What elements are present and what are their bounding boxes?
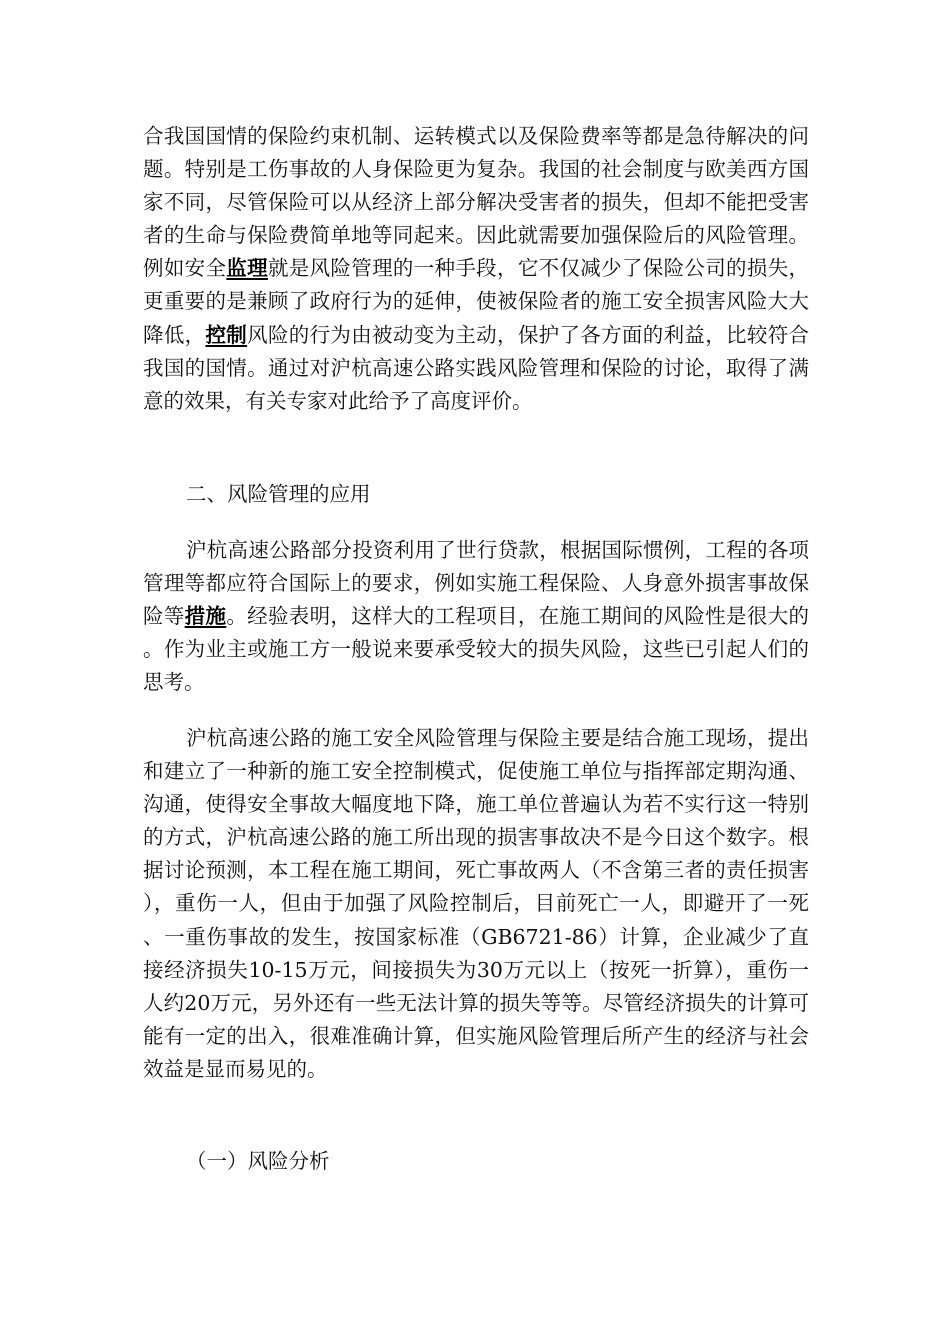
supervision-link[interactable]: 监理: [226, 256, 268, 281]
paragraph-world-bank-loan: [143, 534, 809, 699]
paragraph-text: 沪杭高速公路部分投资利用了世行贷款，根据国际惯例，工程的各项管理等都应符合国际上的要求，例如实施工程保险、人身意外损害事故保险等: [143, 538, 809, 629]
subsection-heading-risk-analysis: （一）风险分析: [186, 1149, 330, 1173]
measures-link[interactable]: 措施: [184, 604, 227, 629]
paragraph-text: 。经验表明，这样大的工程项目，在施工期间的风险性是很大的。作为业主或施工方一般说来要承受较大的损失风险，这些已引起人们的思考。: [143, 604, 810, 695]
section-heading-risk-management-application: 二、风险管理的应用: [186, 482, 371, 506]
paragraph-text: 合我国国情的保险约束机制、运转模式以及保险费率等都是急待解决的问题。特别是工伤事故的人身保险更为复杂。我国的社会制度与欧美西方国家不同，尽管保险可以从经济上部分解决受害者的损失，但却不能把受害者的生命与保险费简单地等同起来。因此就需要加强保险后的风险管理。例如安全: [143, 124, 809, 281]
control-link[interactable]: 控制: [205, 322, 248, 347]
paragraph-insurance-supervision: [143, 120, 809, 418]
paragraph-text: 就是风险管理的一种手段，它不仅减少了保险公司的损失，更重要的是兼顾了政府行为的延伸，使被保险者的施工安全损害风险大大降低，: [143, 256, 810, 347]
paragraph-safety-control-model: 沪杭高速公路的施工安全风险管理与保险主要是结合施工现场，提出和建立了一种新的施工安全控制模式，促使施工单位与指挥部定期沟通、沟通，使得安全事故大幅度地下降，施工单位普遍认为若不实行这一特别的方式，沪杭高速公路的施工所出现的损害事故决不是今日这个数字。根据讨论预测，本工程在施工期间，死亡事故两人（不含第三者的责任损害），重伤一人，但由于加强了风险控制后，目前死亡一人，即避开了一死、一重伤事故的发生，按国家标准（GB6721-86）计算，企业减少了直接经济损失10-15万元，间接损失为30万元以上（按死一折算），重伤一人约20万元，另外还有一些无法计算的损失等等。尽管经济损失的计算可能有一定的出入，很难准确计算，但实施风险管理后所产生的经济与社会效益是显而易见的。: [143, 726, 809, 1081]
paragraph-text: 风险的行为由被动变为主动，保护了各方面的利益，比较符合我国的国情。通过对沪杭高速公路实践风险管理和保险的讨论，取得了满意的效果，有关专家对此给予了高度评价。: [143, 322, 810, 413]
